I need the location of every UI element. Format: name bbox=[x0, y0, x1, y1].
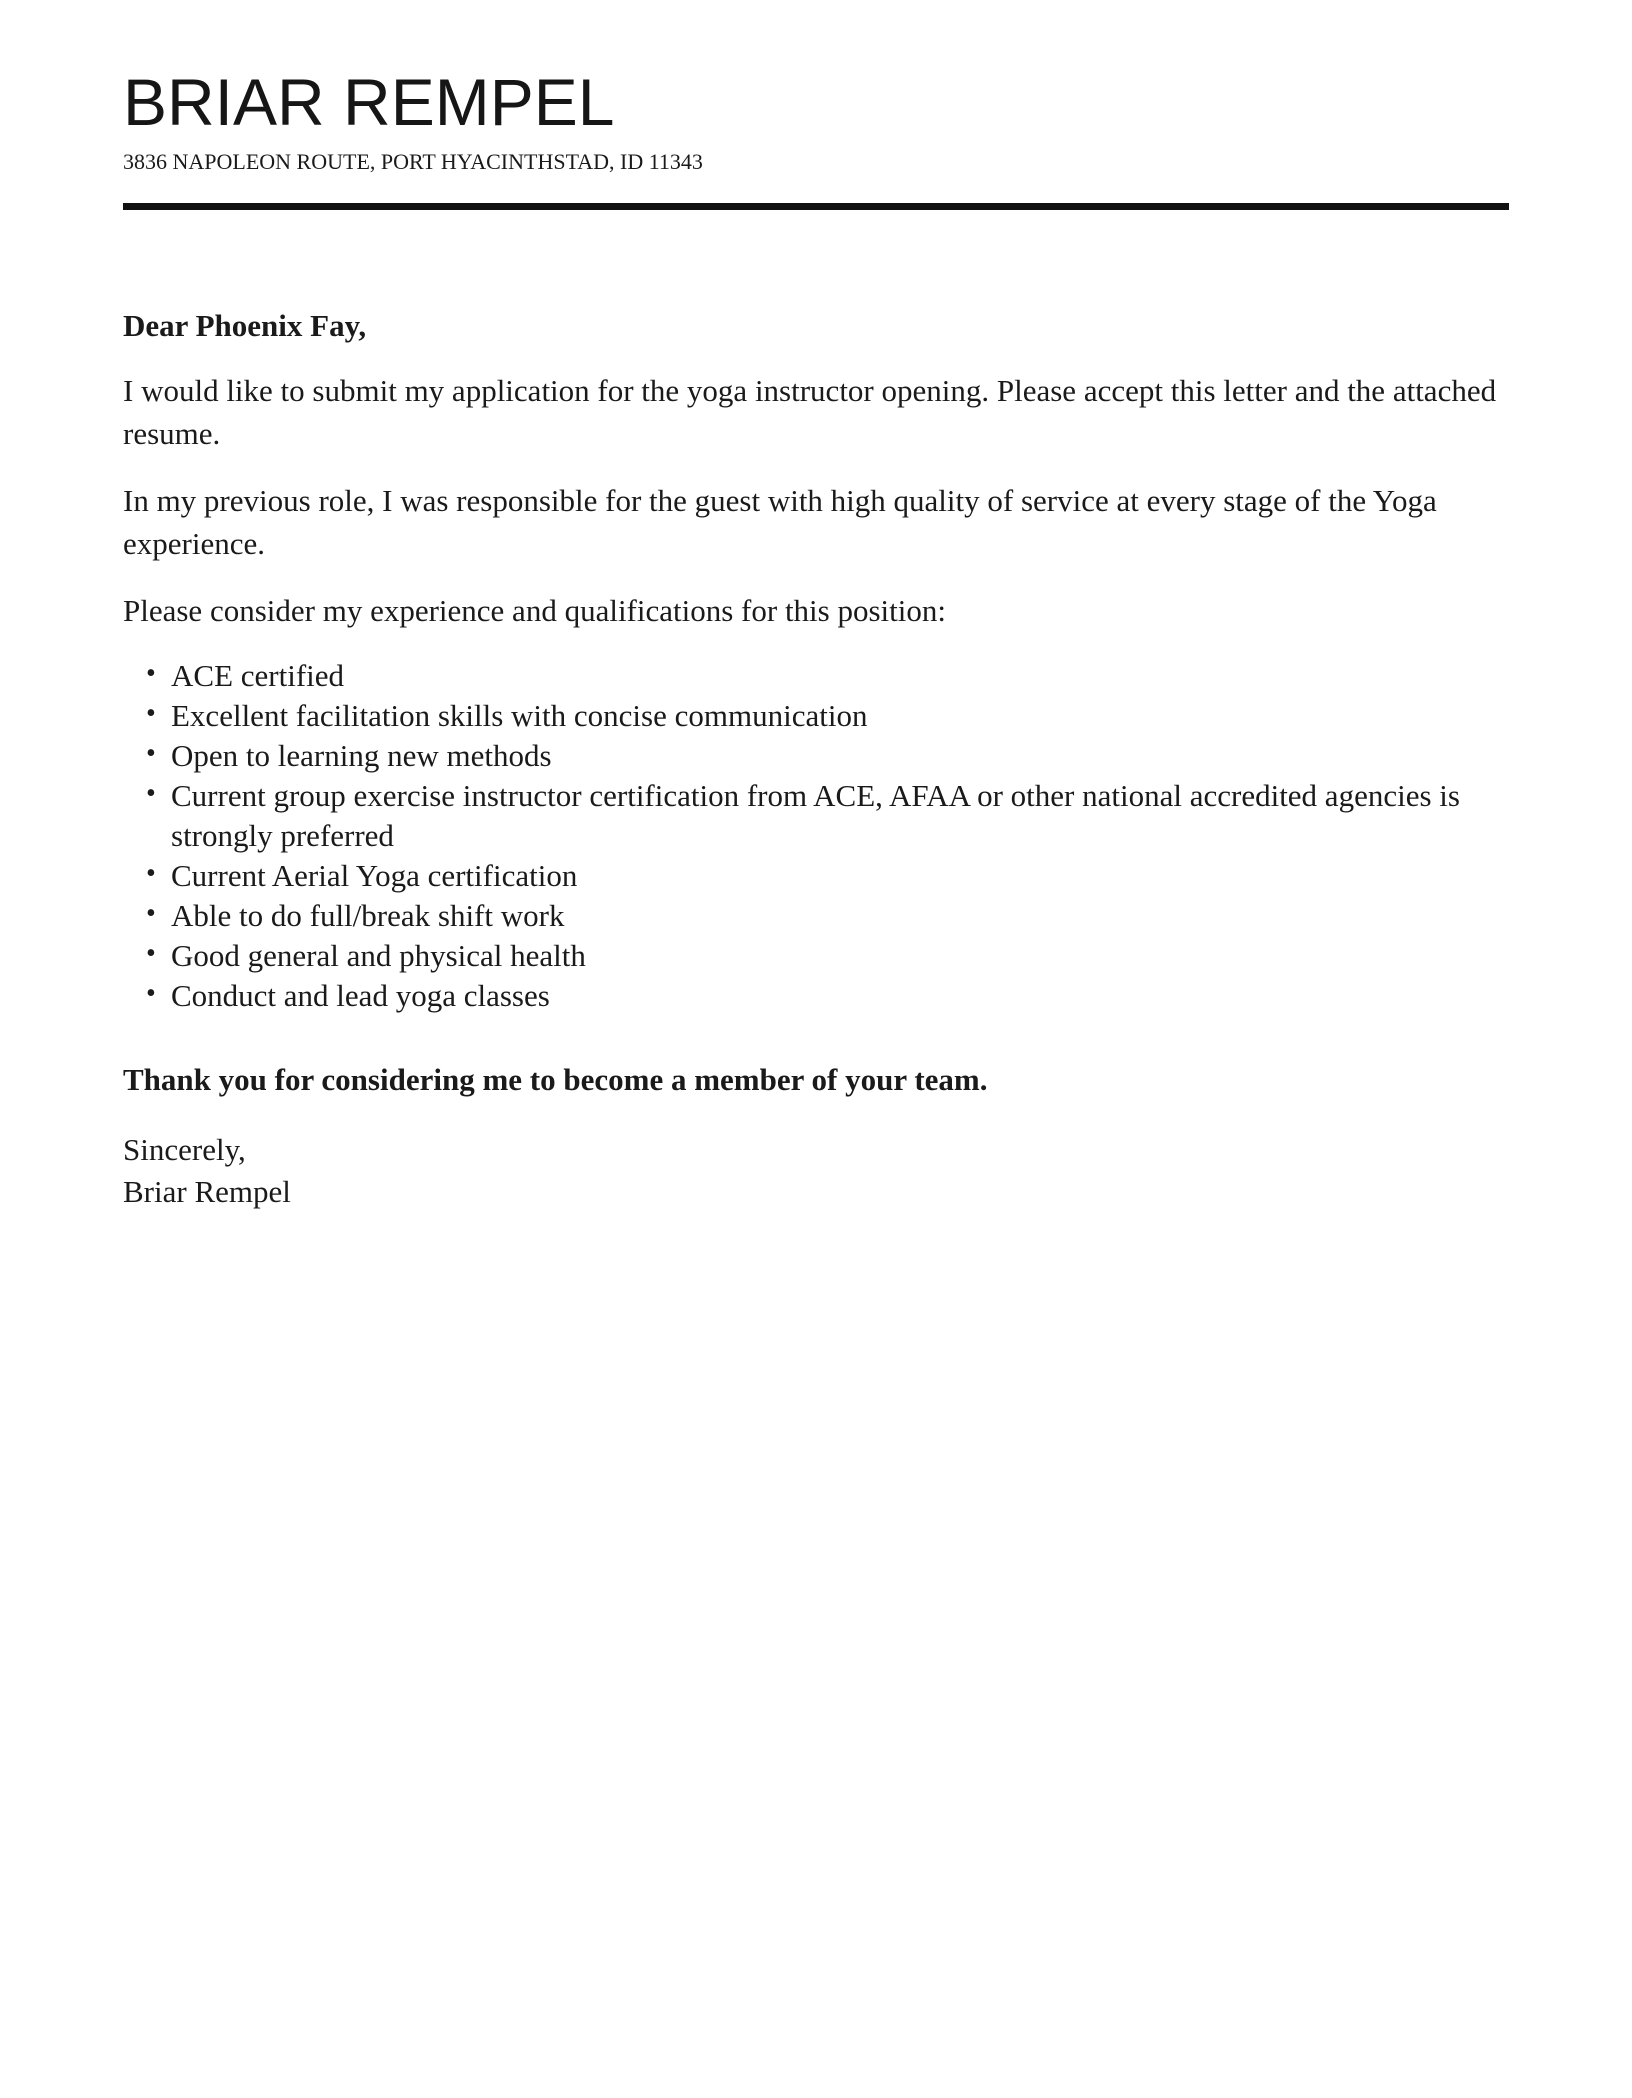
list-item-text: Open to learning new methods bbox=[171, 738, 552, 773]
bullet-icon: • bbox=[146, 898, 156, 929]
header-divider-rule bbox=[123, 203, 1509, 210]
list-item bbox=[123, 776, 1509, 856]
paragraph-qualifications-lead-in: Please consider my experience and qualifications for this position: bbox=[123, 593, 946, 628]
list-item bbox=[123, 976, 1509, 1016]
list-item-text: Current Aerial Yoga certification bbox=[171, 858, 578, 893]
bullet-icon: • bbox=[146, 738, 156, 769]
signoff: Sincerely, bbox=[123, 1132, 246, 1167]
closing-statement: Thank you for considering me to become a member of your team. bbox=[123, 1062, 988, 1097]
qualifications-list bbox=[123, 656, 1509, 1016]
list-item-text: ACE certified bbox=[171, 658, 345, 693]
bullet-icon: • bbox=[146, 778, 156, 809]
applicant-name-heading: BRIAR REMPEL bbox=[123, 65, 615, 139]
list-item bbox=[123, 696, 1509, 736]
list-item bbox=[123, 936, 1509, 976]
paragraph-intro: I would like to submit my application for the yoga instructor opening. Please accept this letter and the attached resume. bbox=[123, 373, 1497, 451]
bullet-icon: • bbox=[146, 858, 156, 889]
list-item-text: Conduct and lead yoga classes bbox=[171, 978, 550, 1013]
bullet-icon: • bbox=[146, 938, 156, 969]
paragraph-previous-role: In my previous role, I was responsible for the guest with high quality of service at every stage of the Yoga experience. bbox=[123, 483, 1437, 561]
list-item-text: Able to do full/break shift work bbox=[171, 898, 565, 933]
list-item-text: Excellent facilitation skills with concise communication bbox=[171, 698, 868, 733]
salutation: Dear Phoenix Fay, bbox=[123, 308, 367, 343]
signoff-block bbox=[123, 1129, 1509, 1213]
signature-name: Briar Rempel bbox=[123, 1174, 291, 1209]
list-item bbox=[123, 896, 1509, 936]
list-item-text: Good general and physical health bbox=[171, 938, 586, 973]
list-item bbox=[123, 856, 1509, 896]
bullet-icon: • bbox=[146, 698, 156, 729]
bullet-icon: • bbox=[146, 978, 156, 1009]
applicant-address: 3836 NAPOLEON ROUTE, PORT HYACINTHSTAD, ID 11343 bbox=[123, 149, 703, 174]
list-item bbox=[123, 736, 1509, 776]
list-item bbox=[123, 656, 1509, 696]
list-item-text: Current group exercise instructor certification from ACE, AFAA or other national accredited agencies is strongly preferred bbox=[171, 778, 1460, 853]
bullet-icon: • bbox=[146, 658, 156, 689]
